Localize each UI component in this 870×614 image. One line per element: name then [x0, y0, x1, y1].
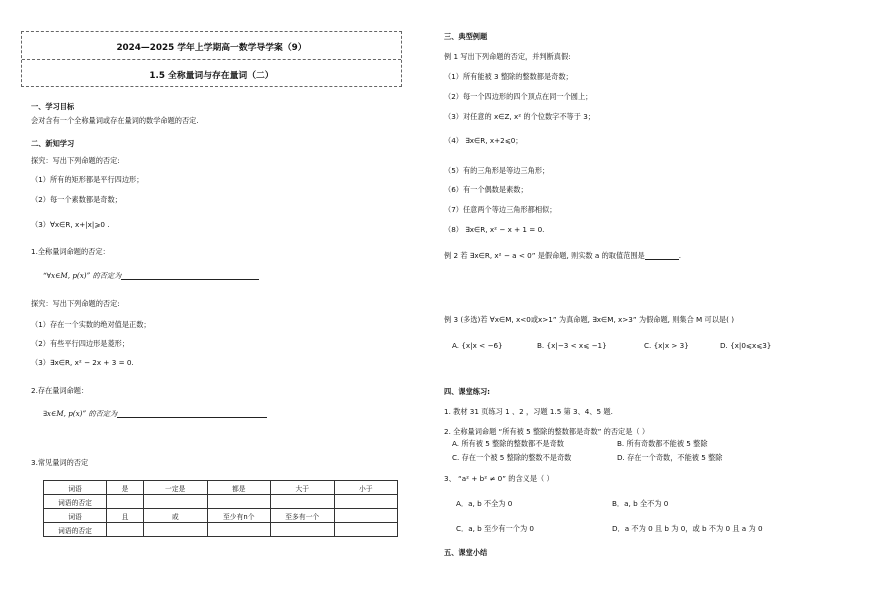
example-3-option: B. {x|−3 < x⩽ −1} — [537, 341, 607, 350]
section-2-title: 二、新知学习 — [31, 139, 75, 148]
section-3-title: 三、典型例题 — [444, 32, 488, 41]
practice-2-option: B. 所有奇数都不能被 5 整除 — [617, 439, 708, 448]
table-cell: 至少有n个 — [207, 509, 271, 523]
document-title: 2024—2025 学年上学期高一数学导学案（9） — [116, 43, 307, 53]
practice-2-option: C. 存在一个被 5 整除的整数不是奇数 — [452, 453, 572, 462]
table-cell: 词语的否定 — [44, 523, 107, 537]
negation-existential-title: 2.存在量词命题： — [31, 386, 89, 395]
negation-universal-title: 1.全称量词命题的否定： — [31, 247, 110, 256]
table-cell: 词语 — [44, 481, 107, 495]
table-cell: 小于 — [334, 481, 398, 495]
practice-2-option: A. 所有被 5 整除的整数都不是奇数 — [452, 439, 564, 448]
table-cell: 都是 — [207, 481, 271, 495]
example-1-item: （3）对任意的 x∈Z, x² 的个位数字不等于 3； — [444, 112, 595, 121]
table-cell — [334, 523, 398, 537]
example-1-item: （4） ∃x∈R, x+2⩽0； — [444, 136, 523, 145]
answer-blank — [645, 251, 679, 260]
answer-blank — [117, 409, 267, 418]
example-3-option: D. {x|0⩽x⩽3} — [720, 341, 772, 350]
example-1-item: （8） ∃x∈R, x² − x + 1 = 0. — [444, 225, 545, 234]
table-cell: 是 — [107, 481, 144, 495]
explore-2-item: （1）存在一个实数的绝对值是正数； — [31, 320, 151, 329]
section-5-title: 五、课堂小结 — [444, 548, 488, 557]
explore-2-item: （2）有些平行四边形是菱形； — [31, 339, 130, 348]
table-cell — [271, 495, 335, 509]
example-2-line: 例 2 若 ∃x∈R, x² − a < 0” 是假命题, 则实数 a 的取值范围是 . — [444, 251, 682, 260]
table-cell: 词语的否定 — [44, 495, 107, 509]
explore-1-item: （3）∀x∈R, x+|x|⩾0 . — [31, 220, 110, 229]
practice-2: 2. 全称量词命题 “所有被 5 整除的整数都是奇数” 的否定是（ ） — [444, 427, 650, 436]
example-2-text: 例 2 若 ∃x∈R, x² − a < 0” 是假命题, 则实数 a 的取值范围是 — [444, 251, 645, 260]
table-cell — [271, 523, 335, 537]
document-subtitle: 1.5 全称量词与存在量词（二） — [149, 71, 274, 81]
header-box — [21, 31, 402, 87]
quantifier-table — [43, 480, 398, 537]
example-3-option: C. {x|x > 3} — [644, 341, 689, 350]
example-1-item: （7）任意两个等边三角形都相似； — [444, 205, 557, 214]
section-1-title: 一、学习目标 — [31, 102, 75, 111]
header-divider — [22, 59, 401, 60]
table-cell — [107, 523, 144, 537]
practice-2-option: D. 存在一个奇数，不能被 5 整除 — [617, 453, 723, 462]
table-cell — [144, 523, 208, 537]
table-cell: 或 — [144, 509, 208, 523]
table-cell: 大于 — [271, 481, 335, 495]
example-3-text: 例 3 (多选)若 ∀x∈M, x<0或x>1” 为真命题, ∃x∈M, x>3” 为假命题, 则集合 M 可以是( ) — [444, 315, 734, 324]
example-1-title: 例 1 写出下列命题的否定，并判断真假: — [444, 52, 571, 61]
explore-1-item: （2）每一个素数都是奇数； — [31, 195, 122, 204]
table-cell — [334, 509, 398, 523]
table-row — [44, 509, 398, 523]
table-cell: 词语 — [44, 509, 107, 523]
explore-2-item: （3）∃x∈R, x² − 2x + 3 = 0. — [31, 358, 134, 367]
table-cell — [144, 495, 208, 509]
example-3-option: A. {x|x < −6} — [452, 341, 503, 350]
negation-universal-text: “∀x∈M, p(x)” 的否定为 — [43, 271, 122, 280]
table-row — [44, 481, 398, 495]
negation-existential-line — [43, 409, 267, 418]
example-1-item: （1）所有能被 3 整除的整数都是奇数； — [444, 72, 573, 81]
example-1-item: （2）每一个四边形的四个顶点在同一个圆上； — [444, 92, 593, 101]
table-cell — [207, 495, 271, 509]
table-row — [44, 495, 398, 509]
example-1-item: （6）有一个偶数是素数； — [444, 185, 528, 194]
table-cell — [334, 495, 398, 509]
practice-3-option: D．a 不为 0 且 b 为 0，或 b 不为 0 且 a 为 0 — [612, 524, 763, 533]
section-1-text: 会对含有一个全称量词或存在量词的数学命题的否定. — [31, 116, 199, 125]
practice-1: 1. 教材 31 页练习 1 、2 ，习题 1.5 第 3、4、5 题. — [444, 407, 613, 416]
answer-blank — [121, 271, 259, 280]
negation-universal-line — [43, 271, 259, 280]
practice-3-option: C．a, b 至少有一个为 0 — [456, 524, 535, 533]
table-cell: 一定是 — [144, 481, 208, 495]
table-cell — [107, 495, 144, 509]
explore-2-prompt: 探究：写出下列命题的否定: — [31, 299, 120, 308]
table-cell: 且 — [107, 509, 144, 523]
practice-3: 3、 “a² + b² ≠ 0” 的含义是（ ） — [444, 474, 554, 483]
table-cell — [207, 523, 271, 537]
practice-3-option: A．a, b 不全为 0 — [456, 499, 513, 508]
quantifier-table-title: 3.常见量词的否定 — [31, 458, 89, 467]
table-cell: 至多有一个 — [271, 509, 335, 523]
example-1-item: （5）有的三角形是等边三角形； — [444, 166, 550, 175]
explore-1-prompt: 探究：写出下列命题的否定: — [31, 156, 120, 165]
explore-1-item: （1）所有的矩形都是平行四边形； — [31, 175, 144, 184]
section-4-title: 四、课堂练习: — [444, 387, 490, 396]
negation-existential-text: ∃x∈M, p(x)” 的否定为 — [43, 409, 118, 418]
table-row — [44, 523, 398, 537]
practice-3-option: B．a, b 全不为 0 — [612, 499, 669, 508]
